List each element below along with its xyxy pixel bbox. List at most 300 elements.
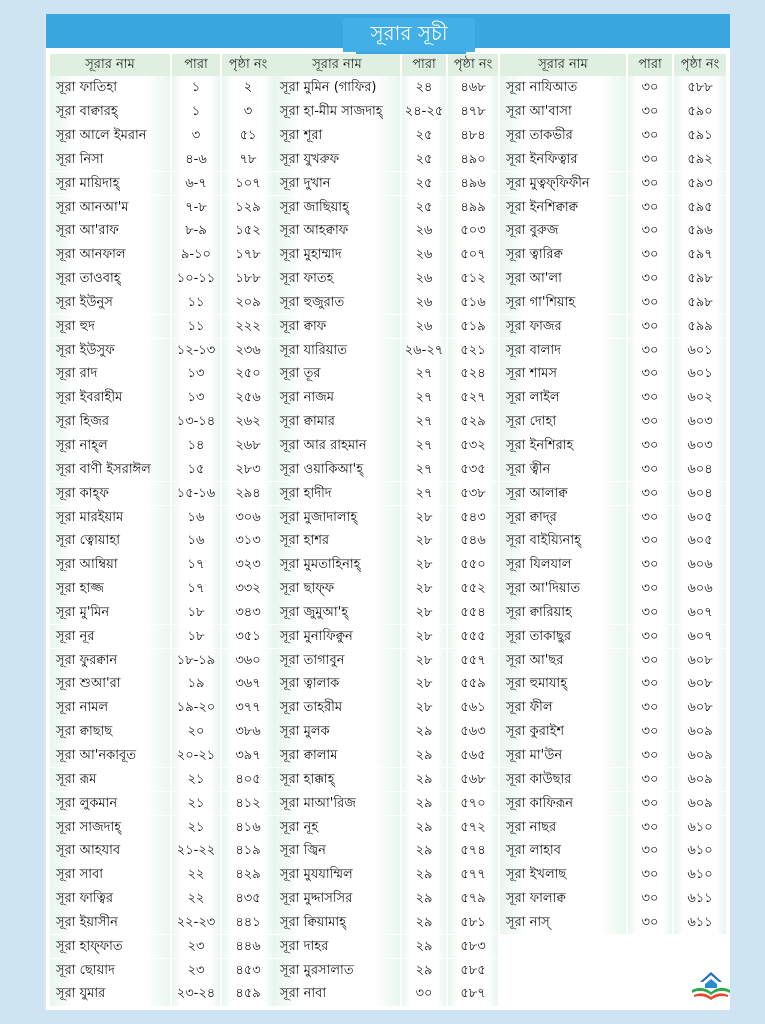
surah-name-cell: সূরা আ'বাসা [500, 100, 626, 124]
para-cell: ১৯-২০ [172, 696, 220, 720]
table-row [274, 553, 500, 577]
page-no-cell: ৫৬১ [448, 696, 498, 720]
surah-name-cell: সূরা মুহাম্মাদ [274, 243, 400, 267]
page-no-cell: ৫০৭ [448, 243, 498, 267]
page-no-cell: ৫১৯ [448, 315, 498, 339]
surah-name-cell: সূরা নাহ্‌ল [50, 434, 170, 458]
surah-name-cell: সূরা ইবরাহীম [50, 386, 170, 410]
surah-name-cell: সূরা হুদ [50, 315, 170, 339]
page-no-cell: ৬০৯ [674, 720, 726, 744]
table-row [274, 839, 500, 863]
table-row [274, 720, 500, 744]
para-cell: ৩০ [628, 434, 672, 458]
table-row [500, 911, 728, 935]
table-row [500, 601, 728, 625]
para-cell: ২৯ [402, 887, 446, 911]
page-no-cell: ৩৩২ [222, 577, 274, 601]
table-row [50, 386, 276, 410]
table-row [274, 911, 500, 935]
surah-name-cell: সূরা দোহা [500, 410, 626, 434]
surah-name-cell: সূরা মা'উন [500, 744, 626, 768]
para-cell: ২৬ [402, 219, 446, 243]
page-no-cell: ৬০৮ [674, 696, 726, 720]
page-no-cell: ৫০৩ [448, 219, 498, 243]
para-cell: ২৫ [402, 196, 446, 220]
page-no-cell: ৬০১ [674, 362, 726, 386]
para-cell: ১৮ [172, 601, 220, 625]
surah-name-cell: সূরা ত্বীন [500, 458, 626, 482]
surah-name-cell: সূরা সাজদাহ্ [50, 816, 170, 840]
table-row [500, 672, 728, 696]
table-row [274, 601, 500, 625]
page-no-cell: ৬০৭ [674, 625, 726, 649]
page-no-cell: ৬০৯ [674, 744, 726, 768]
para-cell: ৩০ [402, 982, 446, 1006]
table-row [500, 744, 728, 768]
page-no-cell: ২৩৬ [222, 339, 274, 363]
surah-name-cell: সূরা বাইয়্যিনাহ্ [500, 529, 626, 553]
para-cell: ২৯ [402, 744, 446, 768]
para-cell: ১৩-১৪ [172, 410, 220, 434]
table-row [274, 506, 500, 530]
page-no-cell: ৪৪৬ [222, 935, 274, 959]
table-row [274, 816, 500, 840]
para-cell: ২৭ [402, 386, 446, 410]
surah-name-cell: সূরা সাবা [50, 863, 170, 887]
surah-name-cell: সূরা নিসা [50, 148, 170, 172]
table-row [500, 768, 728, 792]
surah-name-cell: সূরা তাওবাহ্ [50, 267, 170, 291]
table-row [500, 362, 728, 386]
surah-name-cell: সূরা ফালাক্ব [500, 887, 626, 911]
table-row [50, 672, 276, 696]
para-cell: ৩০ [628, 529, 672, 553]
table-row [50, 362, 276, 386]
surah-name-cell: সূরা ইয়াসীন [50, 911, 170, 935]
surah-name-cell: সূরা ক্বালাম [274, 744, 400, 768]
para-cell: ২৮ [402, 553, 446, 577]
table-row [500, 625, 728, 649]
table-row [274, 672, 500, 696]
table-row [50, 839, 276, 863]
page-no-cell: ৫৭০ [448, 792, 498, 816]
page-no-cell: ৫৭২ [448, 816, 498, 840]
page-no-cell: ৪৯৬ [448, 172, 498, 196]
surah-name-cell: সূরা ত্বালাক [274, 672, 400, 696]
page-no-cell: ৫১২ [448, 267, 498, 291]
para-cell: ২৫ [402, 172, 446, 196]
page-no-cell: ৪০৫ [222, 768, 274, 792]
table-row [50, 410, 276, 434]
page-no-cell: ৬১০ [674, 816, 726, 840]
surah-name-cell: সূরা হাজ্জ [50, 577, 170, 601]
table-row [500, 148, 728, 172]
para-cell: ২৯ [402, 816, 446, 840]
page-no-cell: ৪৯৯ [448, 196, 498, 220]
surah-name-cell: সূরা ইনশিরাহ [500, 434, 626, 458]
para-cell: ২৮ [402, 529, 446, 553]
page-no-cell: ৫৯৮ [674, 267, 726, 291]
page-no-cell: ৫৪৬ [448, 529, 498, 553]
para-cell: ১৩ [172, 386, 220, 410]
surah-name-cell: সূরা মুমতাহিনাহ্ [274, 553, 400, 577]
surah-name-cell: সূরা নাছর [500, 816, 626, 840]
page-no-cell: ৫৫৪ [448, 601, 498, 625]
page-no-cell: ৫১৬ [448, 291, 498, 315]
para-cell: ৩০ [628, 506, 672, 530]
surah-name-cell: সূরা ত্বোয়াহা [50, 529, 170, 553]
para-cell: ৩০ [628, 792, 672, 816]
table-row [50, 625, 276, 649]
page-no-cell: ৫৯৮ [674, 291, 726, 315]
table-row [500, 649, 728, 673]
table-row [274, 482, 500, 506]
para-cell: ২৭ [402, 482, 446, 506]
surah-name-cell: সূরা নামল [50, 696, 170, 720]
para-cell: ২৫ [402, 124, 446, 148]
page-no-cell: ৬০৯ [674, 792, 726, 816]
table-row [500, 76, 728, 100]
surah-name-cell: সূরা ছোয়াদ [50, 959, 170, 983]
table-row [50, 315, 276, 339]
surah-name-cell: সূরা দুখান [274, 172, 400, 196]
para-cell: ৩০ [628, 577, 672, 601]
table-row [500, 458, 728, 482]
page-no-cell: ৪৫৩ [222, 959, 274, 983]
table-row [274, 935, 500, 959]
table-row [500, 506, 728, 530]
page-no-cell: ৩ [222, 100, 274, 124]
index-column-2 [274, 54, 500, 1006]
page-no-cell: ৬০৮ [674, 672, 726, 696]
table-row [500, 291, 728, 315]
page-title: সূরার সূচী [343, 18, 475, 52]
header-surah-name: সূরার নাম [50, 54, 170, 76]
surah-name-cell: সূরা হুমাযাহ্ [500, 672, 626, 696]
para-cell: ১১ [172, 315, 220, 339]
para-cell: ২৯ [402, 839, 446, 863]
para-cell: ২৬ [402, 291, 446, 315]
header-page-no: পৃষ্ঠা নং [674, 54, 726, 76]
surah-name-cell: সূরা ফুরক্বান [50, 649, 170, 673]
para-cell: ৩০ [628, 243, 672, 267]
table-row [500, 172, 728, 196]
page-no-cell: ৪৩৫ [222, 887, 274, 911]
para-cell: ৩০ [628, 768, 672, 792]
table-row [50, 887, 276, 911]
surah-name-cell: সূরা ইউসুফ [50, 339, 170, 363]
page-no-cell: ৬০৬ [674, 577, 726, 601]
rows [50, 76, 276, 1006]
surah-name-cell: সূরা কাহ্‌ফ [50, 482, 170, 506]
page-no-cell: ৪৬৮ [448, 76, 498, 100]
surah-name-cell: সূরা শূরা [274, 124, 400, 148]
surah-name-cell: সূরা তাহরীম [274, 696, 400, 720]
page-no-cell: ৪২৯ [222, 863, 274, 887]
para-cell: ২৮ [402, 649, 446, 673]
page-no-cell: ৩৬৭ [222, 672, 274, 696]
para-cell: ২৮ [402, 625, 446, 649]
table-row [50, 196, 276, 220]
para-cell: ২৬ [402, 243, 446, 267]
para-cell: ৯-১০ [172, 243, 220, 267]
surah-name-cell: সূরা আ'দিয়াত [500, 577, 626, 601]
table-row [500, 100, 728, 124]
surah-name-cell: সূরা ইউনুস [50, 291, 170, 315]
surah-name-cell: সূরা আর রাহমান [274, 434, 400, 458]
page-no-cell: ৬০৪ [674, 458, 726, 482]
para-cell: ৩০ [628, 148, 672, 172]
para-cell: ২৪-২৫ [402, 100, 446, 124]
table-row [274, 887, 500, 911]
header-para: পারা [628, 54, 672, 76]
table-row [500, 410, 728, 434]
surah-name-cell: সূরা আ'রাফ [50, 219, 170, 243]
para-cell: ৩০ [628, 887, 672, 911]
page-no-cell: ৫২৭ [448, 386, 498, 410]
para-cell: ৩০ [628, 744, 672, 768]
para-cell: ১৭ [172, 553, 220, 577]
page-no-cell: ৩৯৭ [222, 744, 274, 768]
page-no-cell: ২৬২ [222, 410, 274, 434]
para-cell: ৩০ [628, 911, 672, 935]
table-row [50, 553, 276, 577]
surah-name-cell: সূরা তাকভীর [500, 124, 626, 148]
para-cell: ৩০ [628, 625, 672, 649]
header-row [50, 54, 276, 76]
para-cell: ২৯ [402, 792, 446, 816]
para-cell: ২৫ [402, 148, 446, 172]
para-cell: ২৮ [402, 672, 446, 696]
para-cell: ২২ [172, 863, 220, 887]
surah-name-cell: সূরা আনফাল [50, 243, 170, 267]
table-row [274, 291, 500, 315]
para-cell: ৩০ [628, 196, 672, 220]
page-no-cell: ৫৭৭ [448, 863, 498, 887]
surah-name-cell: সূরা লুকমান [50, 792, 170, 816]
table-row [500, 339, 728, 363]
surah-name-cell: সূরা গা'শিয়াহ [500, 291, 626, 315]
page-no-cell: ২৮৩ [222, 458, 274, 482]
table-row [50, 649, 276, 673]
table-row [50, 291, 276, 315]
surah-name-cell: সূরা মুমিন (গাফির) [274, 76, 400, 100]
table-row [274, 625, 500, 649]
para-cell: ১৭ [172, 577, 220, 601]
table-row [274, 76, 500, 100]
para-cell: ২৮ [402, 577, 446, 601]
page-no-cell: ১৭৮ [222, 243, 274, 267]
page-no-cell: ৩২৩ [222, 553, 274, 577]
surah-name-cell: সূরা বুরুজ [500, 219, 626, 243]
surah-name-cell: সূরা বাক্বারহ্ [50, 100, 170, 124]
table-row [274, 339, 500, 363]
surah-name-cell: সূরা ক্বাফ [274, 315, 400, 339]
table-row [500, 124, 728, 148]
para-cell: ২৭ [402, 410, 446, 434]
header-page-no: পৃষ্ঠা নং [448, 54, 498, 76]
table-row [50, 768, 276, 792]
surah-name-cell: সূরা মুরসালাত [274, 959, 400, 983]
para-cell: ২৭ [402, 458, 446, 482]
page-no-cell: ৫৯০ [674, 100, 726, 124]
table-row [274, 386, 500, 410]
table-row [274, 529, 500, 553]
para-cell: ২৮ [402, 696, 446, 720]
surah-name-cell: সূরা ইখলাছ [500, 863, 626, 887]
para-cell: ২১ [172, 792, 220, 816]
surah-name-cell: সূরা মুলক [274, 720, 400, 744]
table-row [50, 601, 276, 625]
page-no-cell: ৫১ [222, 124, 274, 148]
table-row [274, 148, 500, 172]
table-row [50, 577, 276, 601]
para-cell: ২১ [172, 816, 220, 840]
surah-name-cell: সূরা হাক্কাহ্ [274, 768, 400, 792]
para-cell: ১৮-১৯ [172, 649, 220, 673]
table-row [500, 243, 728, 267]
para-cell: ২০-২১ [172, 744, 220, 768]
surah-name-cell: সূরা নাজম [274, 386, 400, 410]
para-cell: ১৩ [172, 362, 220, 386]
page-no-cell: ৪১৯ [222, 839, 274, 863]
table-row [274, 124, 500, 148]
page-no-cell: ৬০২ [674, 386, 726, 410]
table-row [50, 744, 276, 768]
surah-name-cell: সূরা বাণী ইসরাঈল [50, 458, 170, 482]
para-cell: ১৬ [172, 529, 220, 553]
surah-name-cell: সূরা দাহর [274, 935, 400, 959]
surah-name-cell: সূরা হাফ্‌ফাত [50, 935, 170, 959]
para-cell: ৩০ [628, 76, 672, 100]
para-cell: ২১ [172, 768, 220, 792]
table-row [50, 339, 276, 363]
surah-name-cell: সূরা মারইয়াম [50, 506, 170, 530]
surah-name-cell: সূরা ফাজর [500, 315, 626, 339]
table-row [274, 792, 500, 816]
page-no-cell: ৫৮৭ [448, 982, 498, 1006]
page-no-cell: ৫৪৩ [448, 506, 498, 530]
table-row [50, 935, 276, 959]
para-cell: ২৮ [402, 506, 446, 530]
page-no-cell: ৫৯৭ [674, 243, 726, 267]
page-no-cell: ৬০৪ [674, 482, 726, 506]
page-no-cell: ২২২ [222, 315, 274, 339]
page-no-cell: ৬১১ [674, 887, 726, 911]
para-cell: ৩০ [628, 315, 672, 339]
surah-name-cell: সূরা ক্বারিয়াহ [500, 601, 626, 625]
surah-name-cell: সূরা নাস্ [500, 911, 626, 935]
surah-name-cell: সূরা জুমুআ'হ্ [274, 601, 400, 625]
para-cell: ৩০ [628, 816, 672, 840]
table-row [274, 267, 500, 291]
surah-name-cell: সূরা মু'মিন [50, 601, 170, 625]
surah-name-cell: সূরা আ'নকাবূত [50, 744, 170, 768]
table-row [500, 863, 728, 887]
surah-name-cell: সূরা ইনফিত্বার [500, 148, 626, 172]
page-no-cell: ৫৩২ [448, 434, 498, 458]
table-row [274, 744, 500, 768]
para-cell: ২৮ [402, 601, 446, 625]
para-cell: ১৪ [172, 434, 220, 458]
page-no-cell: ৫৬৮ [448, 768, 498, 792]
page-no-cell: ৪১২ [222, 792, 274, 816]
surah-name-cell: সূরা হাদীদ [274, 482, 400, 506]
surah-name-cell: সূরা নূর [50, 625, 170, 649]
page-no-cell: ৫৫৭ [448, 649, 498, 673]
surah-name-cell: সূরা তাগাবুন [274, 649, 400, 673]
para-cell: ২৯ [402, 935, 446, 959]
table-row [50, 529, 276, 553]
table-row [50, 982, 276, 1006]
page-no-cell: ৫৩৮ [448, 482, 498, 506]
table-row [500, 196, 728, 220]
para-cell: ২৭ [402, 434, 446, 458]
para-cell: ১৮ [172, 625, 220, 649]
surah-name-cell: সূরা যুমার [50, 982, 170, 1006]
para-cell: ২৯ [402, 720, 446, 744]
page-no-cell: ৫২৯ [448, 410, 498, 434]
page-no-cell: ৩১৩ [222, 529, 274, 553]
page-no-cell: ৫৫০ [448, 553, 498, 577]
surah-name-cell: সূরা তাকাছুর [500, 625, 626, 649]
surah-name-cell: সূরা আহযাব [50, 839, 170, 863]
table-row [274, 696, 500, 720]
publisher-logo-icon [688, 970, 734, 1004]
surah-name-cell: সূরা ফাতিহা [50, 76, 170, 100]
table-row [50, 696, 276, 720]
surah-name-cell: সূরা রাদ [50, 362, 170, 386]
surah-name-cell: সূরা যুখরুফ [274, 148, 400, 172]
table-row [500, 434, 728, 458]
page-no-cell: ৫৬৫ [448, 744, 498, 768]
page-no-cell: ৩৮৬ [222, 720, 274, 744]
surah-name-cell: সূরা হাশর [274, 529, 400, 553]
surah-name-cell: সূরা ইনশিক্বাক্ব [500, 196, 626, 220]
surah-name-cell: সূরা লাহাব [500, 839, 626, 863]
table-row [274, 172, 500, 196]
para-cell: ২৪ [402, 76, 446, 100]
page-no-cell: ৭৮ [222, 148, 274, 172]
surah-name-cell: সূরা শামস [500, 362, 626, 386]
surah-name-cell: সূরা ক্বিয়ামাহ্ [274, 911, 400, 935]
surah-name-cell: সূরা কাফিরূন [500, 792, 626, 816]
page-no-cell: ৫৩৫ [448, 458, 498, 482]
surah-name-cell: সূরা শুআ'রা [50, 672, 170, 696]
rows [500, 76, 728, 934]
page-no-cell: ২৫০ [222, 362, 274, 386]
page-no-cell: ৬০৩ [674, 410, 726, 434]
para-cell: ১ [172, 100, 220, 124]
table-row [500, 219, 728, 243]
para-cell: ৮-৯ [172, 219, 220, 243]
page-no-cell: ৫৭৯ [448, 887, 498, 911]
page-no-cell: ৫৯১ [674, 124, 726, 148]
para-cell: ৩০ [628, 386, 672, 410]
table-row [500, 577, 728, 601]
page-no-cell: ৪৫৯ [222, 982, 274, 1006]
para-cell: ৩০ [628, 482, 672, 506]
surah-name-cell: সূরা মুনাফিক্বুন [274, 625, 400, 649]
page-no-cell: ৪৯০ [448, 148, 498, 172]
surah-name-cell: সূরা মুত্বফ্‌ফিফীন [500, 172, 626, 196]
header-para: পারা [172, 54, 220, 76]
table-row [500, 839, 728, 863]
table-row [274, 959, 500, 983]
surah-name-cell: সূরা ক্বামার [274, 410, 400, 434]
table-row [50, 863, 276, 887]
page-no-cell: ৫৮৫ [448, 959, 498, 983]
